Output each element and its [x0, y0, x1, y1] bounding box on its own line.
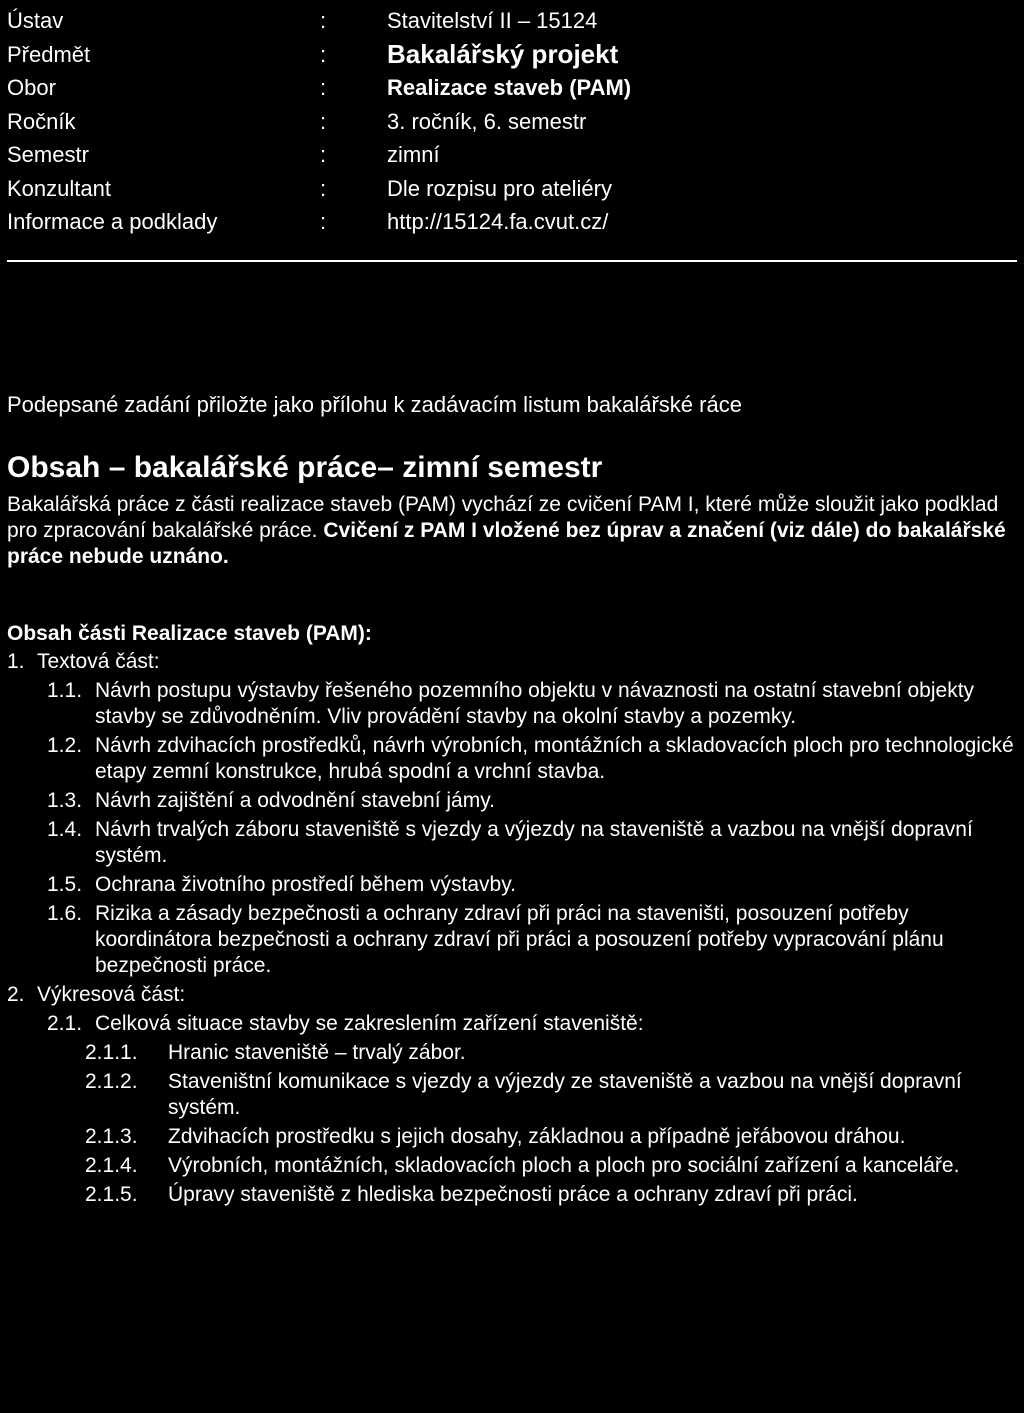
- list-item: [7, 817, 1017, 869]
- header-label: Ročník: [7, 108, 76, 134]
- header-colon: :: [320, 41, 327, 67]
- header-label: Konzultant: [7, 175, 111, 201]
- list-item: [7, 1153, 1017, 1179]
- header-colon: :: [320, 75, 327, 100]
- list-item-text: Návrh zajištění a odvodnění stavební jámy.: [95, 789, 495, 812]
- list-item: [7, 788, 1017, 814]
- list-item: [7, 1011, 1017, 1037]
- header-row-institute: [7, 4, 1017, 38]
- list-item: [7, 649, 1017, 675]
- list-item-number: 1.: [7, 650, 25, 673]
- intro-bold-text: Cvičení z PAM I vložené bez úprav a značení (viz dále) do bakalářské práce nebude uznáno.: [7, 519, 1006, 568]
- list-item-number: 2.: [7, 983, 25, 1006]
- horizontal-divider: [7, 260, 1017, 262]
- list-item-text: Výkresová část:: [37, 983, 186, 1006]
- list-item-text: Výrobních, montážních, skladovacích ploch a ploch pro sociální zařízení a kanceláře.: [168, 1154, 960, 1177]
- content-list: [7, 649, 1017, 1208]
- subsection-title: Obsah části Realizace staveb (PAM):: [7, 622, 372, 645]
- header-value: 3. ročník, 6. semestr: [387, 108, 587, 134]
- section-title: Obsah – bakalářské práce– zimní semestr: [7, 451, 603, 484]
- list-item-number: 2.1.: [47, 1012, 83, 1035]
- list-item-text: Ochrana životního prostředí během výstavby.: [95, 873, 516, 896]
- list-item-number: 2.1.4.: [85, 1154, 138, 1177]
- header-value: Realizace staveb (PAM): [387, 75, 632, 100]
- header-colon: :: [320, 108, 327, 134]
- submission-note: Podepsané zadání přiložte jako přílohu k zadávacím listum bakalářské ráce: [7, 392, 742, 417]
- list-item-text: Rizika a zásady bezpečnosti a ochrany zdraví při práci na staveništi, posouzení potřeby koordinátora bezpečnosti a ochrany zdraví při práci a posouzení potřeby vypracování plánu bezpečnosti práce.: [95, 902, 944, 977]
- list-item: [7, 733, 1017, 785]
- list-item-text: Návrh trvalých záboru staveniště s vjezdy a výjezdy na staveniště a vazbou na vnější dopravní systém.: [95, 818, 973, 867]
- list-item: [7, 872, 1017, 898]
- list-item-number: 1.1.: [47, 679, 83, 702]
- intro-text: Bakalářská práce z části realizace staveb (PAM) vychází ze cvičení PAM I, které může sloužit jako podklad pro zpracování bakalářské práce.: [7, 493, 999, 542]
- list-item: [7, 982, 1017, 1008]
- list-item-text: Úpravy staveniště z hlediska bezpečnosti práce a ochrany zdraví při práci.: [168, 1183, 858, 1206]
- header-row-subject: [7, 38, 1017, 72]
- header-label: Semestr: [7, 142, 89, 167]
- intro-paragraph: [7, 492, 1007, 570]
- list-item: [7, 678, 1017, 730]
- header-colon: :: [320, 142, 327, 167]
- header-colon: :: [320, 209, 327, 234]
- list-item-text: Návrh zdvihacích prostředků, návrh výrobních, montážních a skladovacích ploch pro technologické etapy zemní konstrukce, hrubá spodní a vrchní stavba.: [95, 734, 1014, 783]
- list-item: [7, 1124, 1017, 1150]
- header-label: Ústav: [7, 8, 64, 33]
- header-row-info: [7, 205, 1017, 239]
- list-item-number: 1.2.: [47, 734, 83, 757]
- list-item-number: 2.1.5.: [85, 1183, 138, 1206]
- list-item-number: 1.3.: [47, 789, 83, 812]
- header-value: Stavitelství II – 15124: [387, 8, 598, 33]
- list-item-number: 2.1.2.: [85, 1070, 138, 1093]
- list-item-number: 1.4.: [47, 818, 83, 841]
- header-value-link: http://15124.fa.cvut.cz/: [387, 209, 609, 234]
- list-item-number: 2.1.1.: [85, 1041, 138, 1064]
- header-label: Předmět: [7, 41, 91, 67]
- list-item: [7, 901, 1017, 979]
- list-item-text: Celková situace stavby se zakreslením zařízení staveniště:: [95, 1012, 644, 1035]
- list-item-text: Staveništní komunikace s vjezdy a výjezdy ze staveniště a vazbou na vnější dopravní systém.: [168, 1070, 962, 1119]
- header-row-consultant: [7, 172, 1017, 206]
- list-item-number: 2.1.3.: [85, 1125, 138, 1148]
- list-item-text: Zdvihacích prostředku s jejich dosahy, základnou a případně jeřábovou dráhou.: [168, 1125, 906, 1148]
- header-label: Obor: [7, 75, 56, 100]
- header-row-field: [7, 71, 1017, 105]
- header-value: zimní: [387, 142, 440, 167]
- list-item: [7, 1182, 1017, 1208]
- list-item-text: Textová část:: [37, 650, 160, 673]
- header-label: Informace a podklady: [7, 209, 218, 234]
- header-value: Dle rozpisu pro ateliéry: [387, 175, 612, 201]
- list-item-text: Návrh postupu výstavby řešeného pozemního objektu v návaznosti na ostatní stavební objekty stavby se zdůvodněním. Vliv provádění stavby na okolní stavby a pozemky.: [95, 679, 975, 728]
- header-colon: :: [320, 175, 327, 201]
- list-item: [7, 1040, 1017, 1066]
- list-item-text: Hranic staveniště – trvalý zábor.: [168, 1041, 466, 1064]
- header-colon: :: [320, 8, 327, 33]
- header-info-table: [7, 4, 1017, 239]
- header-row-semester: [7, 138, 1017, 172]
- list-item-number: 1.6.: [47, 902, 83, 925]
- list-item: [7, 1069, 1017, 1121]
- list-item-number: 1.5.: [47, 873, 83, 896]
- header-value: Bakalářský projekt: [387, 38, 619, 69]
- header-row-year: [7, 105, 1017, 139]
